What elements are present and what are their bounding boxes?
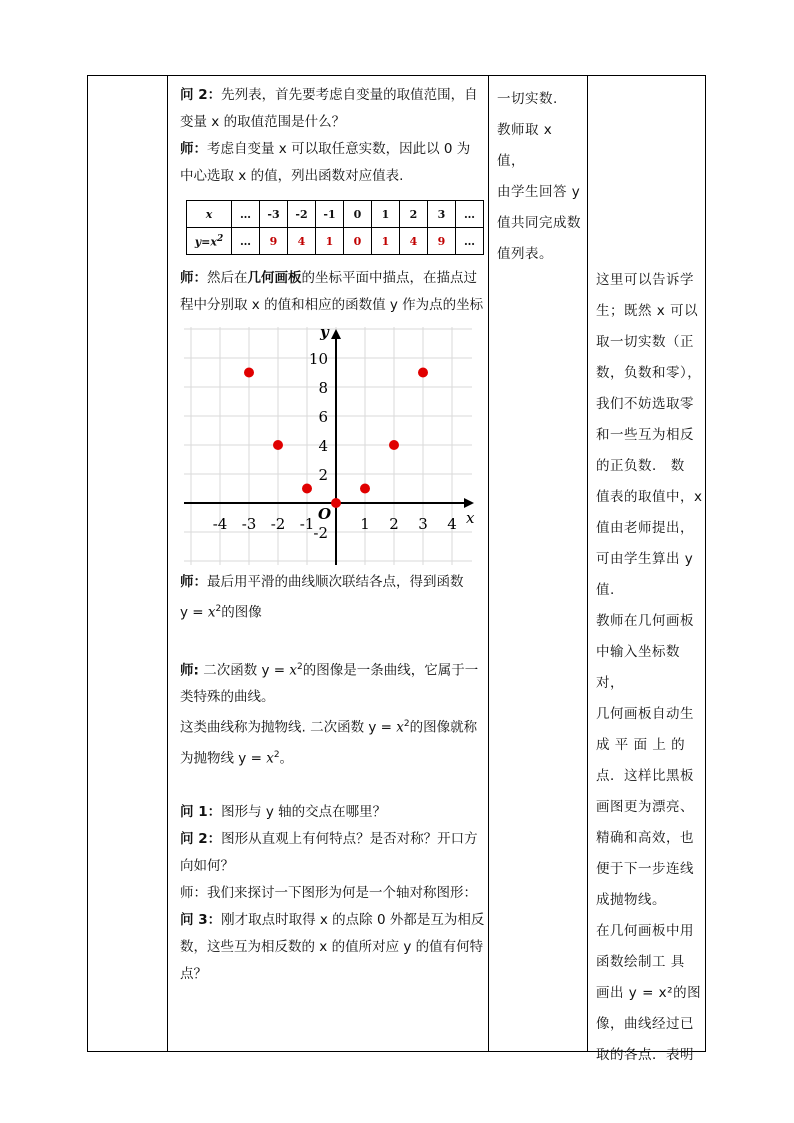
column-divider: [167, 76, 168, 1051]
question-3: 问 3：刚才取点时取得 x 的点除 0 外都是互为相反: [180, 912, 485, 928]
note-line: 和一些互为相反: [596, 427, 694, 443]
note-line: 值表的取值中，x: [596, 489, 703, 505]
scatter-plot: [180, 323, 480, 569]
data-point: [418, 368, 428, 378]
note-line: 的正负数． 数: [596, 458, 685, 474]
table-cell: 4: [288, 228, 316, 255]
note-line: 教师在几何画板: [596, 613, 694, 629]
y-tick-label: 2: [318, 466, 328, 484]
data-point: [302, 484, 312, 494]
column-divider: [488, 76, 489, 1051]
table-cell: 9: [260, 228, 288, 255]
y-tick-label: 4: [318, 437, 328, 455]
table-cell: 4: [400, 228, 428, 255]
x-tick-label: -2: [270, 515, 286, 533]
note-line: 函数绘制工 具: [596, 954, 685, 970]
x-tick-label: 4: [447, 515, 457, 533]
student-activity-column: [494, 76, 584, 270]
x-tick-label: 3: [418, 515, 428, 533]
question-2-cont: 变量 x 的取值范围是什么？: [180, 114, 346, 130]
x-axis-arrow: [464, 498, 474, 508]
note-line: 生；既然 x 可以: [596, 303, 699, 319]
note-line: 在几何画板中用: [596, 923, 694, 939]
question-3-cont2: 点？: [180, 966, 207, 982]
note-line: 中输入坐标数对，: [596, 644, 680, 691]
question-2: 问 2：先列表，首先要考虑自变量的取值范围，自: [180, 87, 478, 103]
teacher-line-4-cont: 类特殊的曲线。: [180, 689, 275, 705]
origin-label: O: [318, 505, 332, 523]
teacher-line-2: 师：然后在几何画板的坐标平面中描点，在描点过: [180, 270, 477, 286]
table-cell: -1: [316, 201, 344, 228]
note-line: 成 平 面 上 的: [596, 737, 686, 753]
student-line: 值共同完成数: [497, 215, 581, 231]
table-cell: 9: [428, 228, 456, 255]
x-tick-label: -4: [212, 515, 228, 533]
table-cell: 1: [372, 201, 400, 228]
table-cell: -2: [288, 201, 316, 228]
data-point: [360, 484, 370, 494]
y-tick-label: 10: [308, 350, 328, 368]
parabola-definition-cont: 为抛物线 $y = x^2$。: [180, 749, 294, 766]
student-line: 一切实数.: [497, 91, 558, 107]
x-axis-label: x: [466, 509, 475, 527]
table-cell: …: [456, 228, 484, 255]
note-line: 像，曲线经过已: [596, 1016, 694, 1032]
note-line: 便于下一步连线: [596, 861, 694, 877]
student-line: 教师取 x 值，: [497, 122, 553, 169]
table-cell: …: [232, 201, 260, 228]
note-line: 值由老师提出，: [596, 520, 694, 536]
note-line: 取一切实数（正: [596, 334, 694, 350]
value-table: [186, 200, 484, 255]
data-point: [244, 368, 254, 378]
table-cell: 1: [316, 228, 344, 255]
table-cell: …: [232, 228, 260, 255]
note-line: 可由学生算出 y: [596, 551, 694, 567]
note-line: 取的各点．表明: [596, 1047, 694, 1063]
note-line: 画图更为漂亮、: [596, 799, 694, 815]
y-axis-label: y: [320, 323, 329, 341]
y-tick-label: -2: [313, 524, 328, 542]
note-line: 几何画板自动生: [596, 706, 694, 722]
note-line: 值.: [596, 582, 615, 598]
question-2b-cont: 向如何？: [180, 858, 234, 874]
table-cell: 0: [344, 228, 372, 255]
table-cell: 2: [400, 201, 428, 228]
lesson-table: [87, 75, 706, 1063]
note-line: 点．这样比黑板: [596, 768, 694, 784]
note-line: 画出 y = x²的图: [596, 985, 702, 1001]
teacher-line-1: 师：考虑自变量 x 可以取任意实数，因此以 0 为: [180, 141, 471, 157]
column-divider: [587, 76, 588, 1051]
x-tick-label: -1: [299, 515, 315, 533]
x-header: x: [187, 201, 232, 228]
y-header: $y=x^2$: [187, 228, 232, 255]
student-line: 值列表。: [497, 246, 553, 262]
note-line: 成抛物线。: [596, 892, 666, 908]
question-1: 问 1：图形与 y 轴的交点在哪里？: [180, 804, 387, 820]
y-tick-label: 8: [318, 379, 328, 397]
y-axis-arrow: [331, 329, 341, 339]
teacher-line-3-cont: $y = x^2$的图像: [180, 604, 262, 621]
teacher-line-4: 师: 二次函数 $y = x^2$的图像是一条曲线，它属于一: [180, 661, 479, 678]
parabola-definition: 这类曲线称为抛物线. 二次函数 $y = x^2$的图像就称: [180, 719, 478, 736]
question-2b: 问 2：图形从直观上有何特点？是否对称？开口方: [180, 831, 478, 847]
teacher-line-5: 师：我们来探讨一下图形为何是一个轴对称图形：: [180, 885, 477, 901]
value-table-x-row: [187, 201, 484, 228]
design-notes-column: [593, 265, 703, 1071]
y-tick-label: 6: [318, 408, 328, 426]
question-3-cont: 数，这些互为相反数的 x 的值所对应 y 的值有何特: [180, 939, 484, 955]
value-table-y-row: [187, 228, 484, 255]
teacher-line-3: 师：最后用平滑的曲线顺次联结各点，得到函数: [180, 574, 464, 590]
table-cell: …: [456, 201, 484, 228]
data-point: [331, 498, 341, 508]
table-cell: 3: [428, 201, 456, 228]
teacher-line-1-cont: 中心选取 x 的值，列出函数对应值表.: [180, 168, 404, 184]
note-line: 我们不妨选取零: [596, 396, 694, 412]
data-point: [389, 440, 399, 450]
note-line: 精确和高效，也: [596, 830, 694, 846]
note-line: 数，负数和零），: [596, 365, 702, 381]
data-point: [273, 440, 283, 450]
student-line: 由学生回答 y: [497, 184, 581, 200]
x-tick-label: -3: [241, 515, 257, 533]
x-tick-label: 2: [389, 515, 399, 533]
table-cell: 1: [372, 228, 400, 255]
x-tick-label: 1: [360, 515, 370, 533]
teaching-content-column: [174, 76, 488, 988]
table-cell: -3: [260, 201, 288, 228]
note-line: 这里可以告诉学: [596, 272, 694, 288]
teacher-line-2-cont: 程中分别取 x 的值和相应的函数值 y 作为点的坐标: [180, 297, 484, 313]
table-cell: 0: [344, 201, 372, 228]
